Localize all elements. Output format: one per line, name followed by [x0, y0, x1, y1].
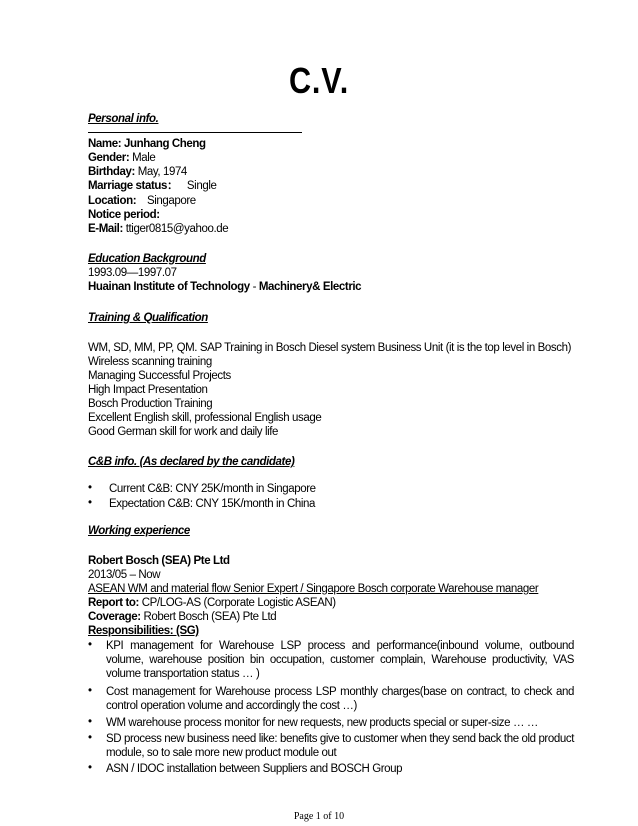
email-line	[88, 222, 228, 236]
education-separator: -	[249, 281, 259, 293]
coverage-line	[88, 610, 276, 624]
location-value: Singapore	[146, 195, 196, 207]
work-period: 2013/05 – Now	[88, 569, 161, 581]
coverage-value: Robert Bosch (SEA) Pte Ltd	[143, 611, 277, 623]
coverage-label: Coverage:	[88, 611, 141, 623]
bullet-icon: •	[88, 732, 93, 744]
gender-label: Gender:	[88, 152, 130, 164]
training-item: Managing Successful Projects	[88, 370, 231, 382]
education-heading: Education Background	[88, 253, 206, 265]
bullet-icon: •	[88, 685, 93, 697]
birthday-label: Birthday:	[88, 166, 135, 178]
bullet-icon: •	[88, 762, 93, 774]
notice-label: Notice period:	[88, 209, 160, 221]
marriage-value: Single	[186, 180, 217, 192]
responsibility-item: ASN / IDOC installation between Suppliers and BOSCH Group	[106, 763, 403, 775]
section-divider	[88, 132, 302, 133]
training-item: Excellent English skill, professional English usage	[88, 412, 322, 424]
education-line	[88, 280, 361, 294]
name-value: Junhang Cheng	[123, 138, 206, 150]
birthday-value: May, 1974	[137, 166, 187, 178]
name-label: Name:	[88, 138, 122, 150]
location-label: Location:	[88, 195, 137, 207]
bullet-icon: •	[88, 482, 93, 494]
report-line	[88, 596, 336, 610]
work-company: Robert Bosch (SEA) Pte Ltd	[88, 555, 230, 567]
gender-value: Male	[132, 152, 156, 164]
name-line	[88, 137, 206, 151]
training-item: WM, SD, MM, PP, QM. SAP Training in Bosch Diesel system Business Unit (it is the top level in Bosch)	[88, 342, 572, 354]
responsibility-item: WM warehouse process monitor for new requests, new products special or super-size … …	[106, 717, 538, 729]
marriage-line	[88, 179, 216, 193]
training-item: Good German skill for work and daily life	[88, 426, 279, 438]
personal-info-heading: Personal info.	[88, 113, 159, 125]
email-label: E-Mail:	[88, 223, 123, 235]
bullet-icon: •	[88, 497, 93, 509]
location-line	[88, 194, 196, 208]
training-heading: Training & Qualification	[88, 312, 208, 324]
work-heading: Working experience	[88, 525, 190, 537]
work-position: ASEAN WM and material flow Senior Expert / Singapore Bosch corporate Warehouse manager	[88, 583, 539, 595]
cb-current: Current C&B: CNY 25K/month in Singapore	[109, 483, 316, 495]
education-major: Machinery& Electric	[258, 281, 362, 293]
bullet-icon: •	[88, 716, 93, 728]
training-item: Wireless scanning training	[88, 356, 212, 368]
report-value: CP/LOG-AS (Corporate Logistic ASEAN)	[141, 597, 336, 609]
responsibilities-heading: Responsibilities: (SG)	[88, 625, 199, 637]
cb-expectation: Expectation C&B: CNY 15K/month in China	[109, 498, 315, 510]
education-school: Huainan Institute of Technology	[88, 281, 250, 293]
report-label: Report to:	[88, 597, 139, 609]
notice-line	[88, 208, 160, 222]
cv-title: C.V.	[288, 60, 350, 101]
training-item: High Impact Presentation	[88, 384, 208, 396]
responsibility-item: Cost management for Warehouse process LSP monthly charges(base on contract, to check and control operation volume and accordingly the cost …)	[106, 686, 574, 712]
marriage-label: Marriage status：	[88, 180, 179, 192]
responsibility-item: SD process new business need like: benefits give to customer when they send back the old product module, so to sale more new product module out	[106, 733, 574, 759]
training-item: Bosch Production Training	[88, 398, 213, 410]
page-footer: Page 1 of 10	[293, 811, 345, 822]
birthday-line	[88, 165, 187, 179]
bullet-icon: •	[88, 639, 93, 651]
gender-line	[88, 151, 155, 165]
responsibility-item: KPI management for Warehouse LSP process and performance(inbound volume, outbound volume, warehouse position bin occupation, customer complain, Warehouse productivity, VAS volume transportation status … )	[106, 640, 574, 680]
email-value: ttiger0815@yahoo.de	[125, 223, 229, 235]
education-period: 1993.09—1997.07	[88, 267, 177, 279]
cb-heading: C&B info. (As declared by the candidate)	[88, 456, 295, 468]
